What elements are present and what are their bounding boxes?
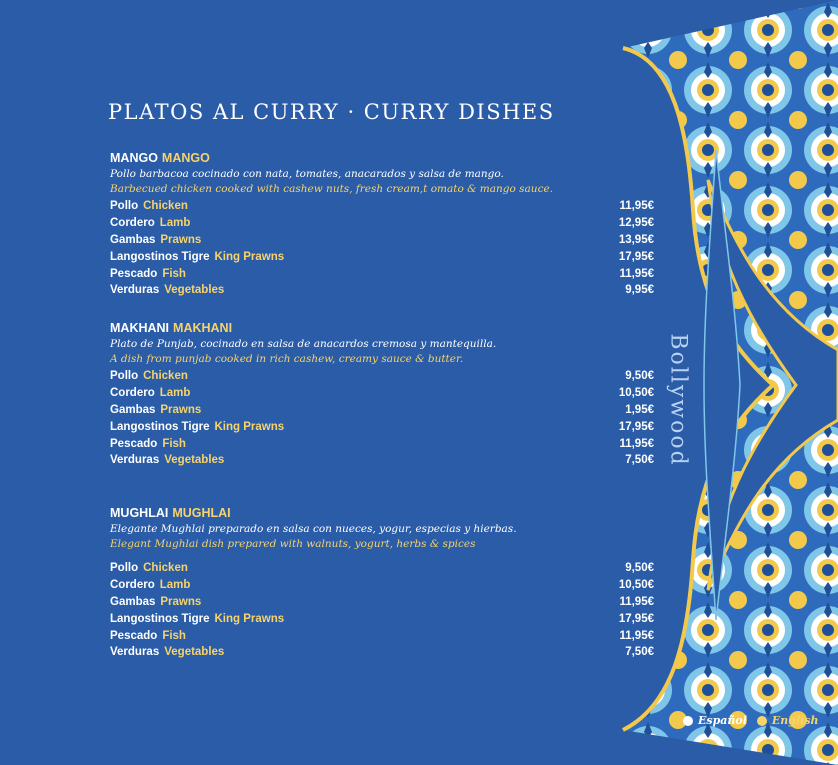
item-list [110,560,654,661]
menu-item-fish [110,435,654,452]
item-name-en: Fish [162,267,186,280]
item-name-es: Verduras [110,646,160,659]
menu-item-vegetables [110,452,654,469]
description-en: Barbecued chicken cooked with cashew nuts, fresh cream,t omato & mango sauce. [110,182,554,195]
item-list [110,368,654,469]
item-name-es: Gambas [110,233,156,246]
menu-item-king-prawns [110,610,654,627]
item-name-en: Lamb [159,387,191,400]
item-price: 11,95€ [619,437,654,450]
page-title: PLATOS AL CURRY · CURRY DISHES [108,100,555,124]
item-list [110,198,654,299]
item-name-en: King Prawns [214,612,285,625]
section-name-es: MANGO [110,151,158,165]
item-name-es: Gambas [110,403,156,416]
mandala-ornament [618,0,838,765]
item-price: 1,95€ [625,403,654,416]
yellow-dot-icon [757,716,767,726]
item-price: 11,95€ [619,200,654,213]
menu-item-king-prawns [110,418,654,435]
item-name-es: Langostinos Tigre [110,250,210,263]
item-name-es: Pollo [110,562,139,575]
brand-logo: Bollywood [665,333,691,467]
white-dot-icon [683,716,693,726]
item-price: 11,95€ [619,267,654,280]
item-name-es: Gambas [110,595,156,608]
item-name-en: Chicken [143,562,188,575]
menu-item-fish [110,265,654,282]
section-name-en: MAKHANI [173,321,233,335]
section-name-en: MUGHLAI [172,506,231,520]
menu-item-lamb [110,385,654,402]
section-heading [110,320,654,336]
description-es: Elegante Mughlai preparado en salsa con nueces, yogur, especias y hierbas. [110,523,517,535]
item-name-es: Cordero [110,217,155,230]
section-heading [110,150,654,166]
item-name-en: King Prawns [214,420,285,433]
item-name-es: Cordero [110,387,155,400]
item-price: 10,50€ [618,579,654,592]
item-name-en: Fish [162,629,186,642]
section-mughlai [110,505,654,661]
item-price: 9,50€ [625,370,654,383]
item-name-en: Chicken [143,200,188,213]
menu-item-prawns [110,402,654,419]
item-name-es: Pollo [110,200,139,213]
item-price: 11,95€ [619,595,654,608]
section-name-es: MAKHANI [110,321,170,335]
item-price: 17,95€ [618,250,654,263]
item-name-en: Vegetables [164,454,225,467]
item-price: 17,95€ [618,420,654,433]
item-name-en: Prawns [160,403,202,416]
menu-item-vegetables [110,644,654,661]
language-legend [683,714,819,727]
menu-item-king-prawns [110,248,654,265]
language-label-en: English [771,714,819,727]
menu-item-chicken [110,368,654,385]
item-name-en: Vegetables [164,646,225,659]
item-name-es: Langostinos Tigre [110,420,210,433]
menu-item-prawns [110,232,654,249]
language-label-es: Español [698,714,747,727]
item-price: 11,95€ [619,629,654,642]
menu-item-fish [110,627,654,644]
description-es: Pollo barbacoa cocinado con nata, tomates, anacarados y salsa de mango. [110,168,504,180]
item-name-es: Pollo [110,370,139,383]
section-heading [110,505,654,521]
item-name-en: Prawns [160,233,202,246]
language-option-en[interactable] [757,714,819,727]
item-price: 7,50€ [625,454,654,467]
item-name-en: Vegetables [164,284,225,297]
menu-item-chicken [110,198,654,215]
item-name-en: King Prawns [214,250,285,263]
item-price: 9,50€ [625,562,654,575]
item-name-es: Verduras [110,284,160,297]
section-name-en: MANGO [161,151,210,165]
menu-item-chicken [110,560,654,577]
item-name-en: Lamb [159,217,191,230]
menu-item-lamb [110,215,654,232]
section-makhani [110,320,654,469]
section-name-es: MUGHLAI [110,506,169,520]
item-name-es: Verduras [110,454,160,467]
item-name-es: Pescado [110,267,158,280]
item-name-es: Pescado [110,437,158,450]
item-price: 17,95€ [618,612,654,625]
menu-item-vegetables [110,282,654,299]
item-name-en: Chicken [143,370,188,383]
item-name-es: Langostinos Tigre [110,612,210,625]
item-name-en: Lamb [159,579,191,592]
item-name-en: Fish [162,437,186,450]
item-price: 9,95€ [625,284,654,297]
item-price: 13,95€ [618,233,654,246]
section-mango [110,150,654,299]
description-en: A dish from punjab cooked in rich cashew, creamy sauce & butter. [110,352,464,365]
menu-item-prawns [110,594,654,611]
item-price: 7,50€ [625,646,654,659]
item-name-en: Prawns [160,595,202,608]
description-es: Plato de Punjab, cocinado en salsa de anacardos cremosa y mantequilla. [110,338,497,350]
item-price: 10,50€ [618,387,654,400]
language-option-es[interactable] [683,714,747,727]
description-en: Elegant Mughlai dish prepared with walnuts, yogurt, herbs & spices [110,537,476,550]
menu-item-lamb [110,577,654,594]
item-price: 12,95€ [618,217,654,230]
item-name-es: Cordero [110,579,155,592]
item-name-es: Pescado [110,629,158,642]
